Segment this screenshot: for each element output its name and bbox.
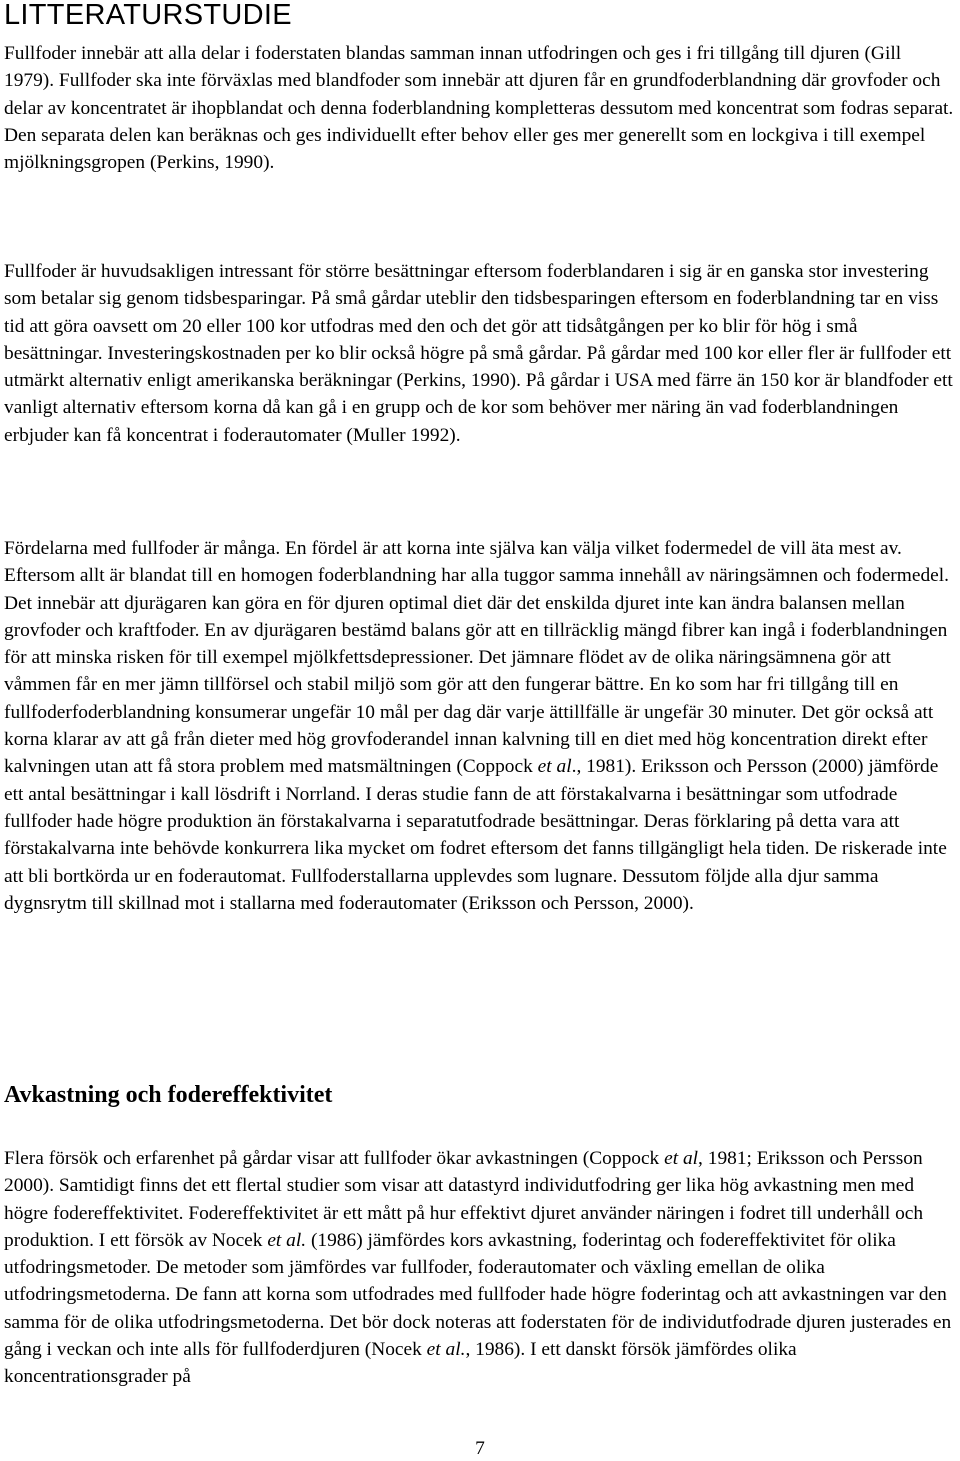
paragraph-3-text-b: ., 1981). Eriksson och Persson (2000) jämförde ett antal besättningar i kall lösdrift i Norrland. I deras studie fann de att förstakalvarna i besättningar som utfodrade fullfoder hade högre produktion än förstakalvarna i separatutfodrade besättningar. Deras förklaring på detta vara att förstakalvarna inte behövde konkurrera lika mycket om fodret eftersom det fanns tillgängligt hela tiden. De riskerade inte att bli bortkörda ur en foderautomat. Fullfoderstallarna upplevdes som lugnare. Dessutom följde alla djur samma dygnsrytm till skillnad mot i stallarna med foderautomater (Eriksson och Persson, 2000).: [4, 756, 947, 914]
section-paragraph-text-a: Flera försök och erfarenhet på gårdar visar att fullfoder ökar avkastningen (Coppock: [4, 1148, 665, 1169]
page-title: LITTERATURSTUDIE: [4, 0, 292, 31]
paragraph-1: Fullfoder innebär att alla delar i foderstaten blandas samman innan utfodringen och ges i fri tillgång till djuren (Gill 1979). Fullfoder ska inte förväxlas med blandfoder som innebär att djuren får en grundfoderblandning där grovfoder och delar av koncentratet är ihopblandat och denna foderblandning kompletteras dessutom med koncentrat som fodras separat. Den separata delen kan beräknas och ges individuellt efter behov eller ges mer generellt som en lockgiva i till exempel mjölkningsgropen (Perkins, 1990).: [4, 43, 954, 174]
paragraph-3-text-a: Fördelarna med fullfoder är många. En fördel är att korna inte själva kan välja vilket fodermedel de vill äta mest av. Eftersom allt är blandat till en homogen foderblandning har alla tuggor samma innehåll av näringsämnen och fodermedel. Det innebär att djurägaren kan göra en för djuren optimal diet där det enskilda djuret inte kan ändra balansen mellan grovfoder och kraftfoder. En av djurägaren bestämd balans gör att en tillräcklig mängd fibrer kan ingå i foderblandningen för att minska risken för till exempel mjölkfettsdepressioner. Det jämnare flödet av de olika näringsämnena gör att våmmen får en mer jämn tillförsel och stabil miljö som gör att den fungerar bättre. En ko som har fri tillgång till en fullfoderfoderblandning konsumerar ungefär 10 mål per dag där varje ättillfälle är ungefär 30 minuter. Det gör också att korna klarar av att gå från dieter med hög grovfoderandel innan kalvning till en diet med hög koncentration direkt efter kalvningen utan att få stora problem med matsmältningen (Coppock: [4, 538, 949, 778]
section-paragraph-text-d: , 1986). I ett danskt försök jämfördes olika koncentrationsgrader på: [4, 1339, 797, 1388]
citation-et-al: et al.: [426, 1339, 466, 1361]
section-paragraph-text-b: , 1981; Eriksson och Persson 2000). Samtidigt finns det ett flertal studier som visar att datastyrd individutfodring ger lika hög avkastning men med högre fodereffektivitet. Fodereffektivitet är ett mått på hur effektivt djuret använder näringen i fodret till underhåll och produktion. I ett försök av Nocek: [4, 1148, 924, 1251]
citation-et-al: et al: [664, 1148, 699, 1169]
section-paragraph: [4, 1145, 956, 1391]
citation-et-al: et al: [537, 756, 572, 778]
citation-et-al: et al.: [267, 1229, 307, 1251]
section-heading: Avkastning och fodereffektivitet: [4, 1082, 333, 1108]
paragraph-3: [4, 535, 956, 917]
section-paragraph-text-c: (1986) jämfördes kors avkastning, foderintag och fodereffektivitet för olika utfodringsmetoder. De metoder som jämfördes var fullfoder, foderautomater och växling emellan de olika utfodringsmetoderna. De fann att korna som utfodrades med fullfoder hade högre foderintag och att avkastningen var den samma för de olika utfodringsmetoderna. Det bör dock noteras att foderstaten för de individutfodrade djuren justerades en gång i veckan och inte alls för fullfoderdjuren (Nocek: [4, 1229, 952, 1361]
paragraph-2: Fullfoder är huvudsakligen intressant för större besättningar eftersom foderblandaren i sig är en ganska stor investering som betalar sig genom tidsbesparingar. På små gårdar uteblir den tidsbesparingen eftersom en foderblandning tar en viss tid att göra oavsett om 20 eller 100 kor utfodras med den och det gör att tidsåtgången per ko blir för hög i små besättningar. Investeringskostnaden per ko blir också högre på små gårdar. På gårdar med 100 kor eller fler är fullfoder ett utmärkt alternativ enligt amerikanska beräkningar (Perkins, 1990). På gårdar i USA med färre än 150 kor är blandfoder ett vanligt alternativ eftersom korna då kan gå i en grupp och de kor som behöver mer näring än vad foderblandningen erbjuder kan få koncentrat i foderautomater (Muller 1992).: [4, 261, 953, 446]
page-number: 7: [475, 1438, 485, 1459]
